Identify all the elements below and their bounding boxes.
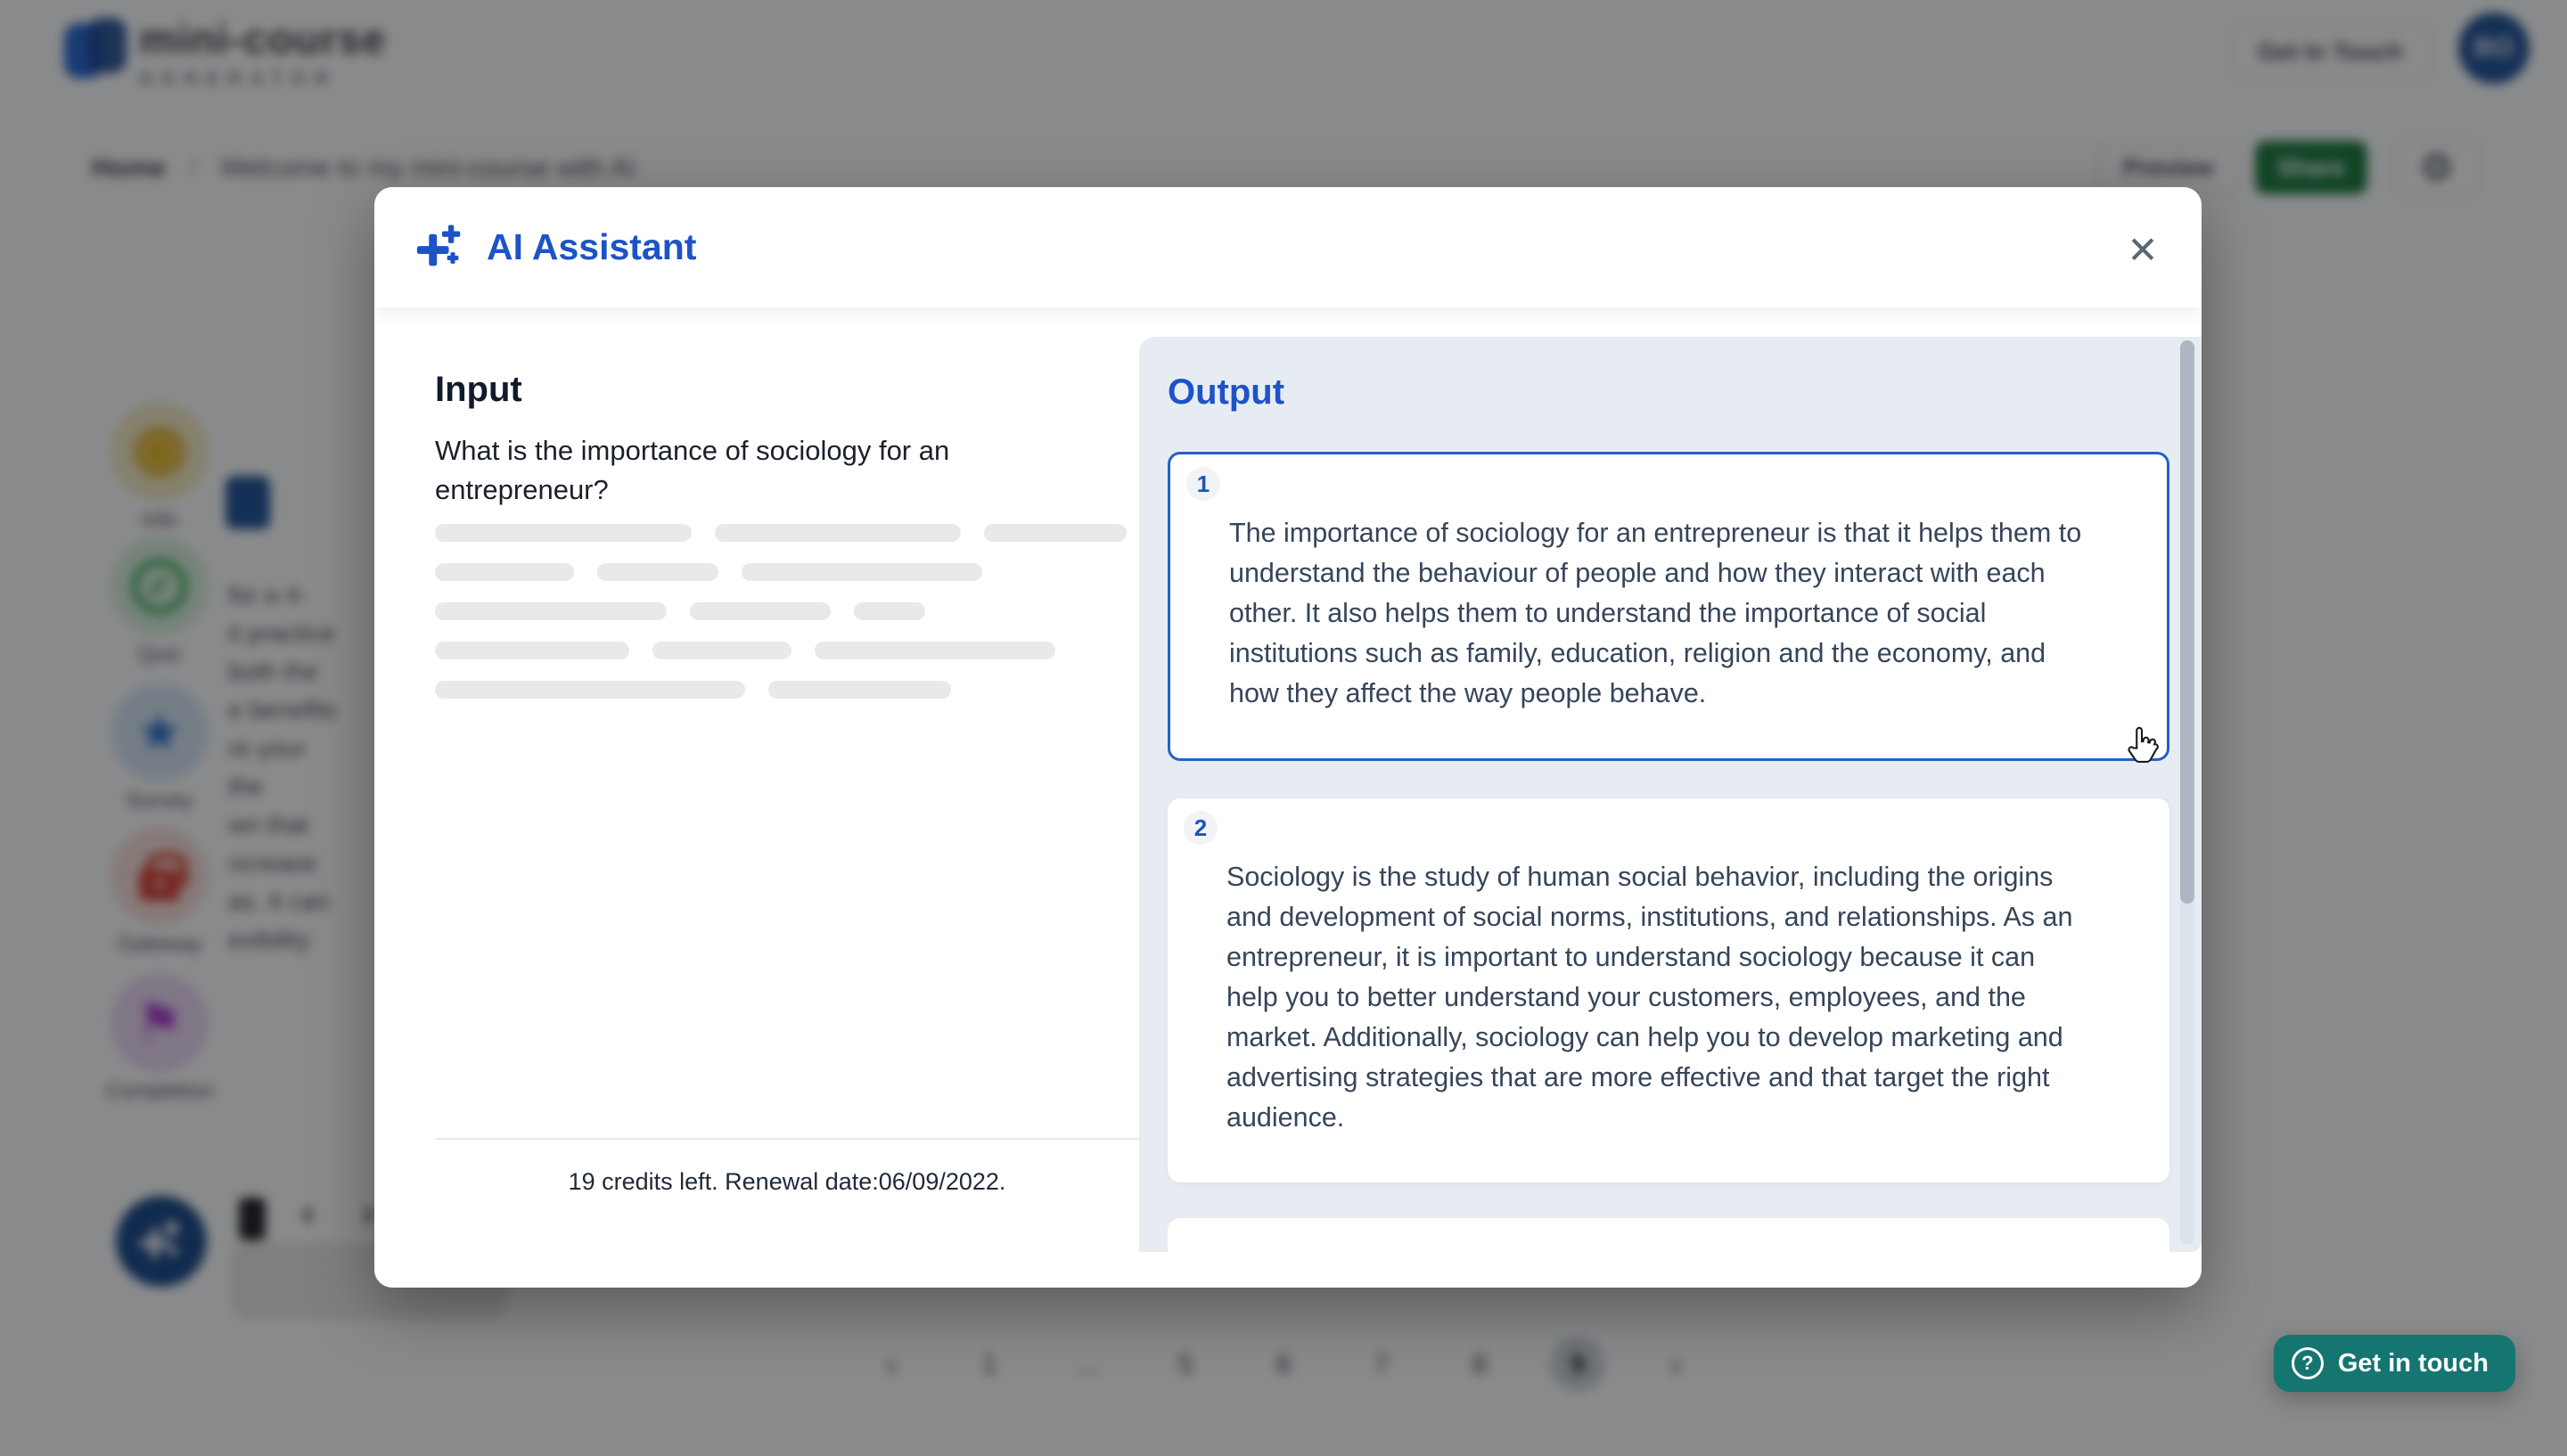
skeleton-bar bbox=[984, 524, 1127, 542]
support-get-in-touch-button[interactable] bbox=[2274, 1335, 2515, 1392]
skeleton-bar bbox=[435, 681, 745, 699]
scrollbar-thumb[interactable] bbox=[2180, 340, 2194, 904]
skeleton-bar bbox=[854, 602, 925, 620]
output-option-2[interactable] bbox=[1168, 798, 2169, 1182]
ai-assistant-modal bbox=[374, 187, 2202, 1288]
output-section bbox=[1139, 337, 2202, 1252]
skeleton-bar bbox=[652, 642, 791, 659]
skeleton-bar bbox=[690, 602, 831, 620]
credits-footer bbox=[435, 1138, 1139, 1196]
skeleton-bar bbox=[435, 563, 574, 581]
skeleton-bar bbox=[435, 524, 692, 542]
loading-skeleton bbox=[435, 524, 1148, 699]
output-heading: Output bbox=[1168, 372, 1285, 412]
output-option-1[interactable] bbox=[1168, 452, 2169, 761]
input-question-text: What is the importance of sociology for an entrepreneur? bbox=[435, 435, 950, 505]
credits-note: 19 credits left. Renewal date:06/09/2022. bbox=[568, 1168, 1006, 1195]
skeleton-bar bbox=[435, 642, 629, 659]
support-button-label: Get in touch bbox=[2337, 1348, 2489, 1378]
skeleton-bar bbox=[768, 681, 951, 699]
skeleton-bar bbox=[815, 642, 1055, 659]
ai-sparkle-icon bbox=[415, 223, 465, 273]
output-option-3-peek[interactable] bbox=[1168, 1218, 2169, 1252]
input-section bbox=[435, 370, 1148, 720]
skeleton-bar bbox=[435, 602, 667, 620]
hand-cursor bbox=[2121, 724, 2162, 766]
input-heading: Input bbox=[435, 370, 522, 409]
question-circle-icon: ? bbox=[2292, 1347, 2324, 1379]
skeleton-bar bbox=[597, 563, 718, 581]
modal-header bbox=[374, 187, 2202, 307]
skeleton-bar bbox=[715, 524, 961, 542]
output-option-text: The importance of sociology for an entrepreneur is that it helps them to understand the behaviour of people and how they interact with each other. It also helps them to understand the importance of social institutions such as family, education, religion and the economy, and how they affect the way people behave. bbox=[1229, 518, 2082, 708]
modal-title: AI Assistant bbox=[487, 226, 697, 267]
output-option-number: 2 bbox=[1184, 811, 1218, 845]
skeleton-bar bbox=[742, 563, 982, 581]
close-icon[interactable]: ✕ bbox=[2114, 221, 2171, 278]
output-option-number: 1 bbox=[1186, 467, 1220, 501]
divider bbox=[435, 1138, 1139, 1140]
output-option-text: Sociology is the study of human social behavior, including the origins and development of social norms, institutions, and relationships. As an entrepreneur, it is important to understand sociology because it can help you to better understand your customers, employees, and the market. Additionally, sociology can help you to develop marketing and advertising strategies that are more effective and that target the right audience. bbox=[1226, 862, 2073, 1133]
